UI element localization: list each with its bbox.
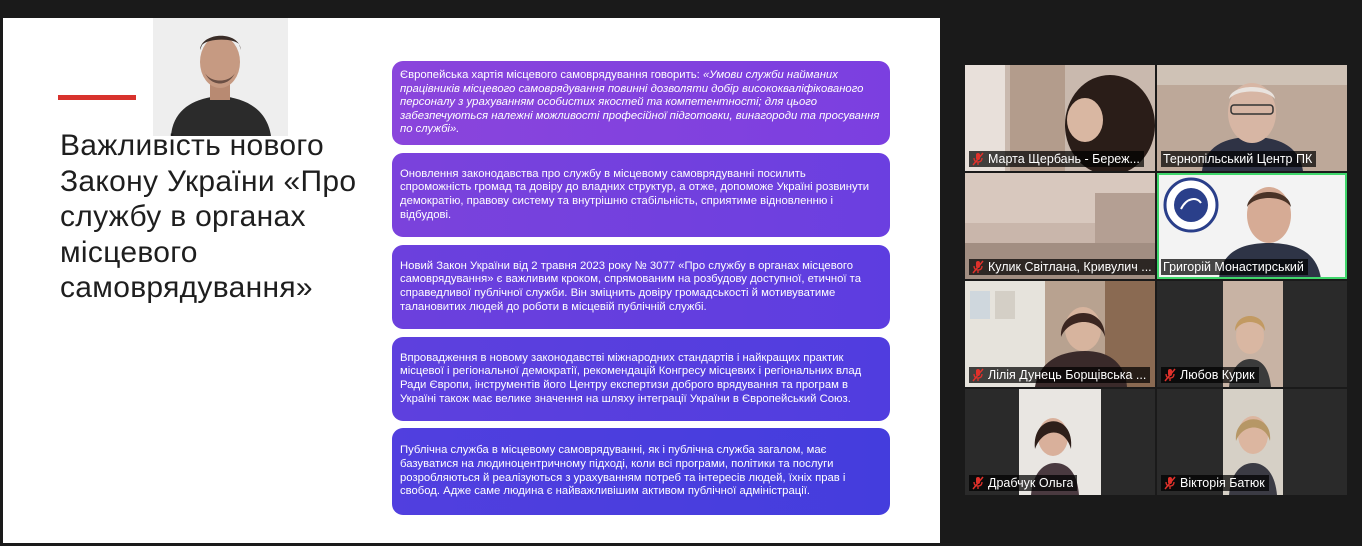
mic-muted-icon bbox=[971, 476, 985, 490]
participant-name: Кулик Світлана, Кривулич ... bbox=[988, 260, 1152, 274]
info-card bbox=[392, 61, 890, 145]
mic-muted-icon bbox=[971, 260, 985, 274]
info-card bbox=[392, 245, 890, 329]
info-card bbox=[392, 153, 890, 237]
participant-tile[interactable] bbox=[1157, 281, 1347, 387]
shared-slide bbox=[3, 18, 940, 543]
card-text: Впровадження в новому законодавстві міжнародних стандартів і найкращих практик місцевої і регіональної демократії, рекомендацій Конгресу місцевих і регіональних влад Ради Європи, інструментів його Центру експертизи доброго врядування та програм в Україні також має велике значення на шляху інтеграції України в Європейський Союз. bbox=[400, 351, 862, 405]
info-card bbox=[392, 337, 890, 421]
participant-gallery bbox=[965, 65, 1349, 497]
participant-name: Тернопільський Центр ПК bbox=[1163, 152, 1313, 166]
slide-title: Важливість нового Закону України «Про службу в органах місцевого самоврядування» bbox=[60, 129, 357, 304]
card-text: Оновлення законодавства про службу в місцевому самоврядуванні посилить спроможність громад та довіру до владних структур, а отже, допоможе Україні розвинути демократію, правову систему та внутрішню стабільність, сприятиме відновленню і відбудові. bbox=[400, 167, 870, 221]
mic-muted-icon bbox=[971, 152, 985, 166]
participant-tile[interactable] bbox=[965, 389, 1155, 495]
participant-tile[interactable] bbox=[965, 281, 1155, 387]
participant-name: Лілія Дунець Борщівська ... bbox=[988, 368, 1147, 382]
card-text: Публічна служба в місцевому самоврядуванні, як і публічна служба загалом, має базуватися на людиноцентричному підході, коли всі програми, політики та послуги розробляються й реалізуються з урахуванням потреб та інтересів людей, їхніх прав і свобод. Адже саме людина є найважливішим активом публічної адміністрації. bbox=[400, 444, 846, 498]
participant-name: Любов Курик bbox=[1180, 368, 1255, 382]
participant-tile[interactable] bbox=[1157, 389, 1347, 495]
participant-name: Марта Щербань - Береж... bbox=[988, 152, 1140, 166]
presenter-video bbox=[153, 18, 288, 136]
participant-name: Драбчук Ольга bbox=[988, 476, 1074, 490]
accent-line bbox=[58, 95, 136, 100]
participant-tile[interactable] bbox=[965, 173, 1155, 279]
participant-tile[interactable] bbox=[965, 65, 1155, 171]
info-card bbox=[392, 428, 890, 515]
participant-name: Григорій Монастирський bbox=[1163, 260, 1304, 274]
mic-muted-icon bbox=[1163, 476, 1177, 490]
card-text: Європейська хартія місцевого самоврядування говорить: bbox=[400, 69, 703, 82]
mic-muted-icon bbox=[1163, 368, 1177, 382]
mic-muted-icon bbox=[971, 368, 985, 382]
participant-tile-active[interactable] bbox=[1157, 173, 1347, 279]
card-text: Новий Закон України від 2 травня 2023 року № 3077 «Про службу в органах місцевого самоврядування» є важливим кроком, спрямованим на розбудову доступної, етичної та справедливої публічної служби. Він зміцнить довіру громадськості й мотивуватиме талановитих людей до роботи в місцевій публічній службі. bbox=[400, 259, 862, 313]
card-quote: «Умови служби найманих працівників місцевого самоврядування повинні дозволяти добір висококваліфікованого персоналу з урахуванням особистих якостей та компетентності; для цього забезпечуються належні можливості професійної підготовки, винагороди та просування по службі». bbox=[400, 69, 880, 136]
participant-name: Вікторія Батюк bbox=[1180, 476, 1265, 490]
participant-tile[interactable] bbox=[1157, 65, 1347, 171]
